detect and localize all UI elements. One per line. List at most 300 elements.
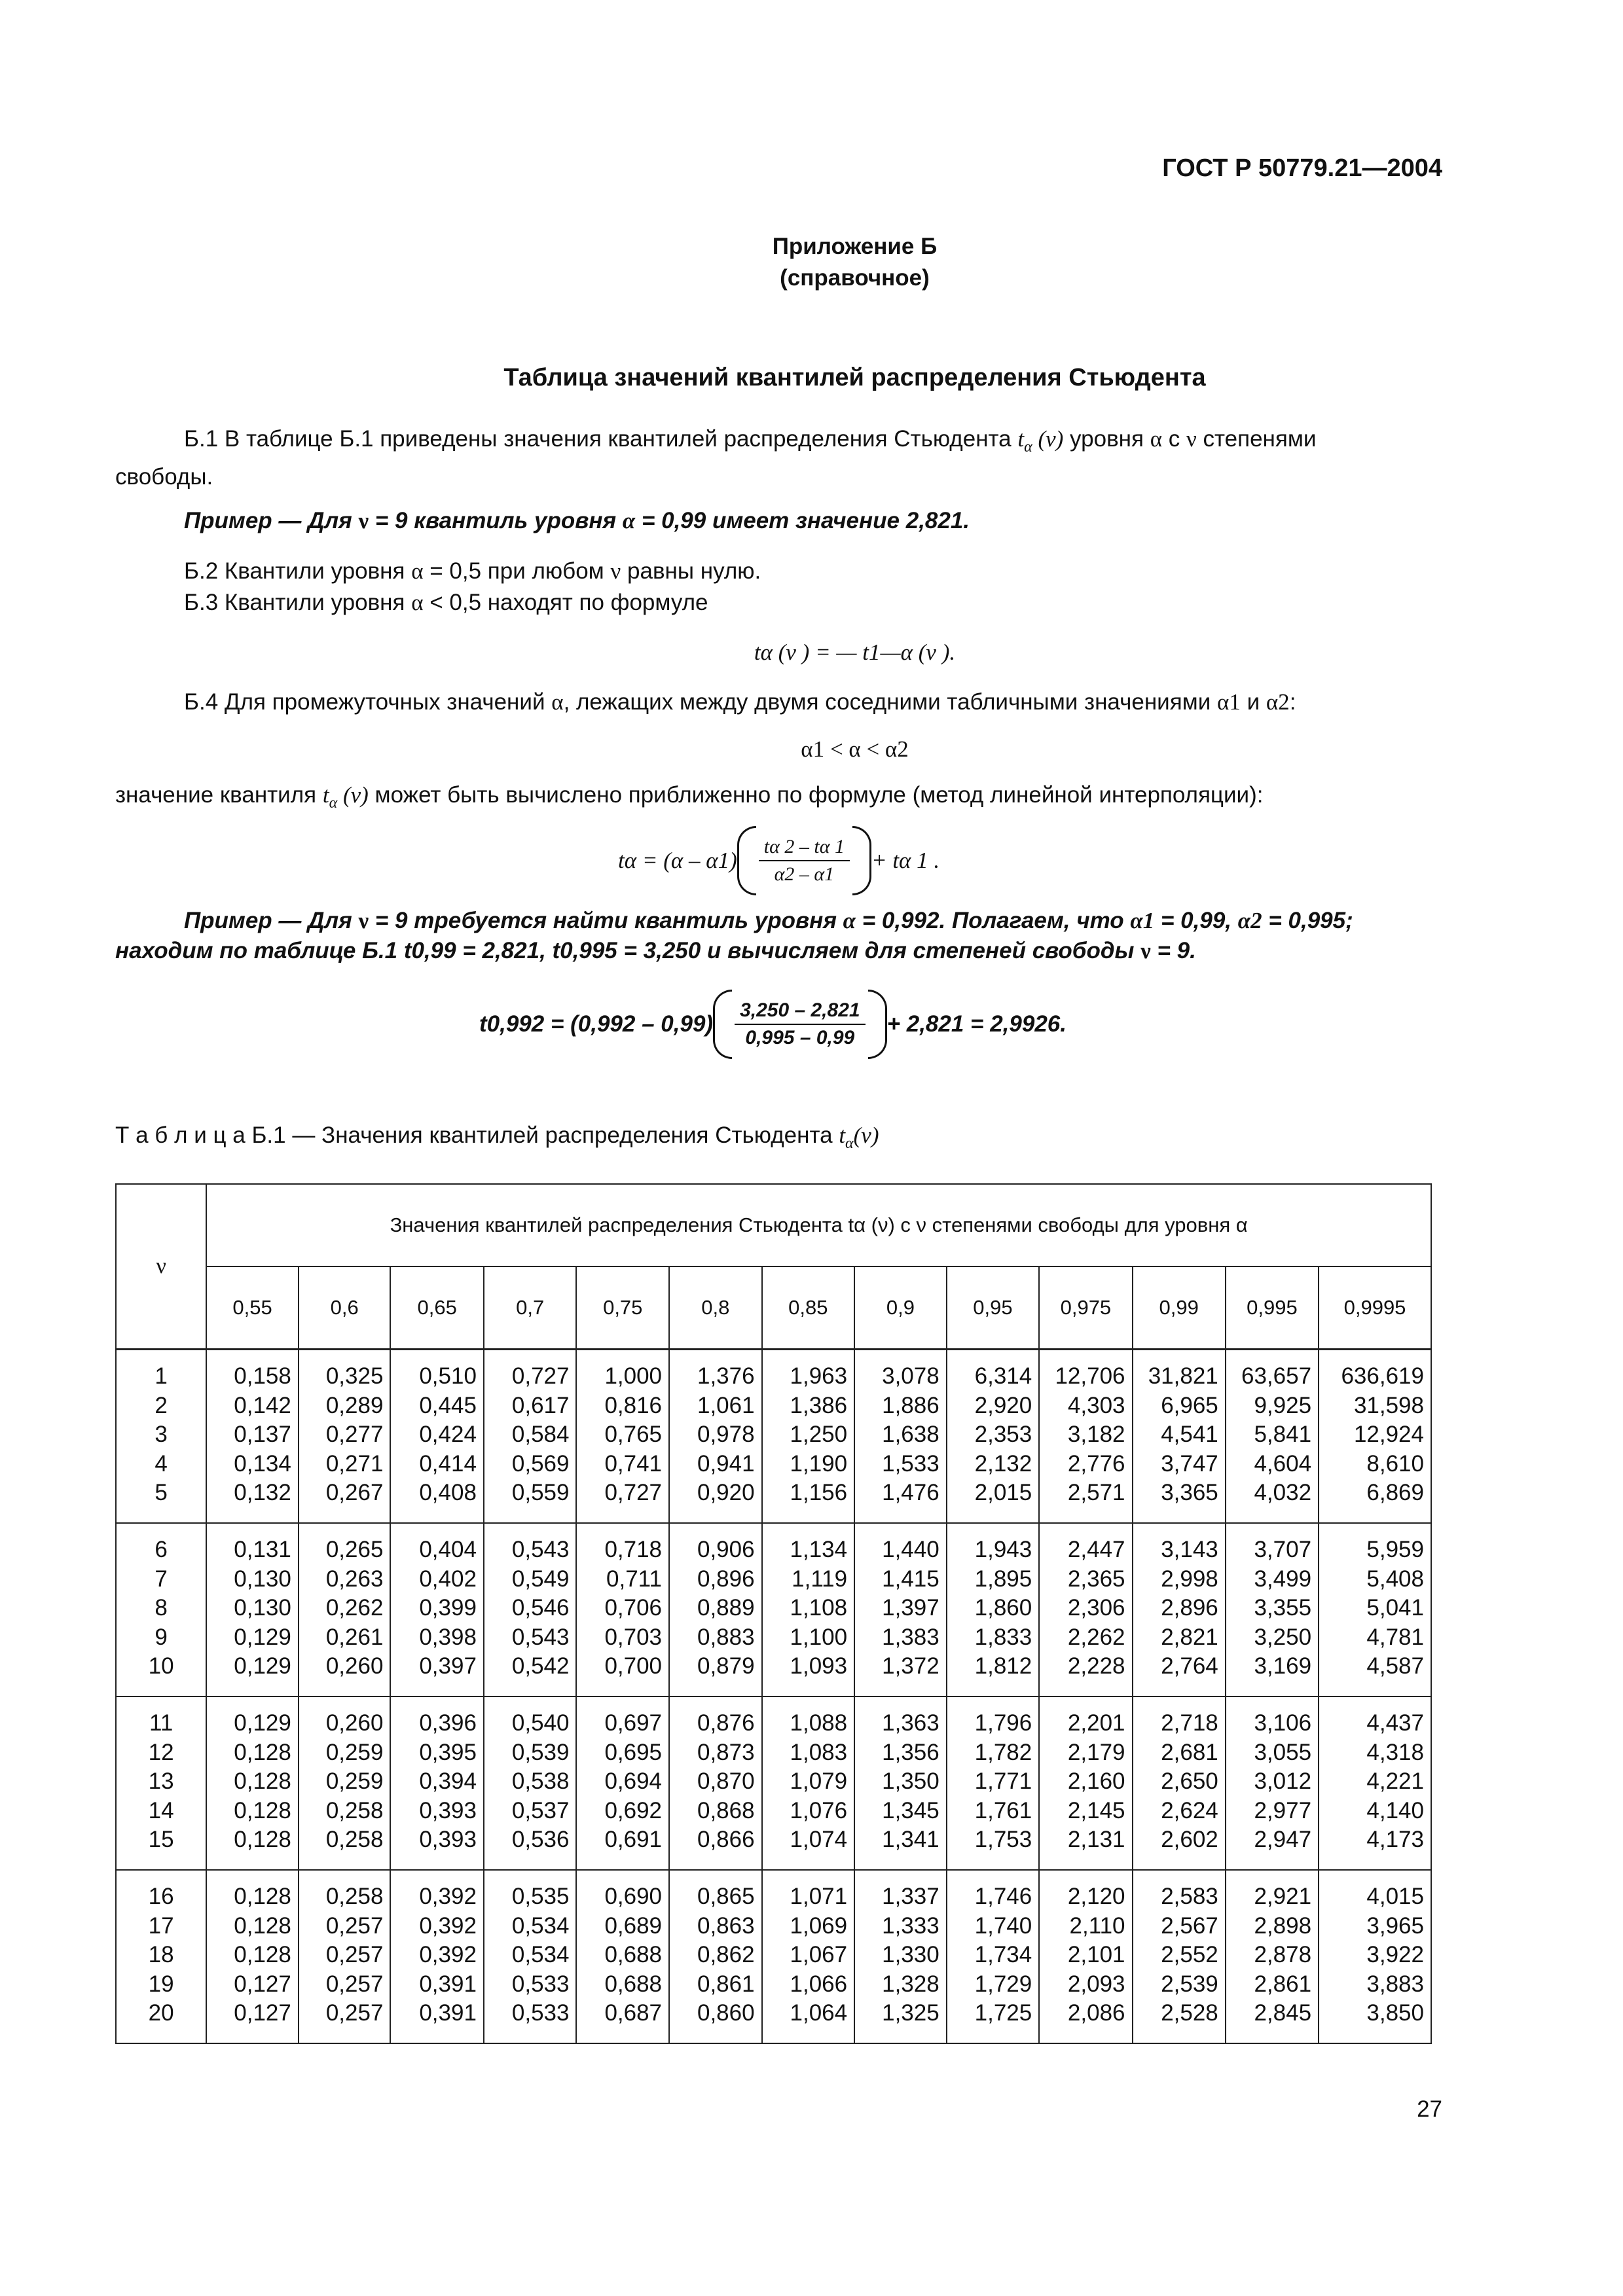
annex-subtitle: (справочное) [780,265,930,291]
quantile-cell [854,1870,947,2043]
quantile-value: 0,711 [606,1566,663,1592]
alpha-column-header: 0,99 [1133,1266,1226,1350]
quantile-value: 0,397 [419,1653,477,1679]
quantile-value: 0,533 [511,1971,570,1997]
quantile-value: 0,393 [419,1797,477,1823]
quantile-value: 2,583 [1161,1883,1218,1909]
quantile-value: 4,140 [1366,1797,1424,1823]
quantile-value: 0,765 [604,1422,663,1448]
quantile-value: 0,863 [697,1912,755,1939]
t-alpha-nu-symbol: $t_\alpha$ (ν) [1017,426,1064,456]
quantile-value: 1,083 [790,1739,848,1765]
nu-value: 18 [148,1942,174,1968]
quantile-cell [1039,1870,1132,2043]
quantile-value: 0,127 [234,1971,291,1997]
quantile-value: 0,130 [234,1566,291,1592]
quantile-value: 3,747 [1161,1450,1218,1477]
quantile-value: 1,333 [882,1912,939,1939]
quantile-value: 0,534 [511,1912,570,1939]
alpha1-symbol: α1 [1130,908,1155,933]
quantile-value: 0,257 [325,1912,384,1939]
nu-symbol: ν [1186,426,1197,452]
quantile-value: 0,394 [419,1768,477,1795]
quantile-value: 2,567 [1161,1912,1218,1939]
quantile-cell [762,1870,855,2043]
b4-text-a: Б.4 Для промежуточных значений [184,689,552,715]
example2-text-e: = 0,995; [1262,908,1353,933]
alpha1-symbol: α1 [1217,689,1241,715]
quantile-value: 2,228 [1067,1653,1125,1679]
quantile-cell [576,1696,669,1870]
nu-value: 9 [155,1624,168,1650]
quantile-value: 1,833 [974,1624,1032,1650]
b4-line2-text-a: значение квантиля [115,782,323,808]
alpha-column-header: 0,6 [299,1266,391,1350]
quantile-value: 2,571 [1067,1480,1125,1506]
quantile-value: 1,325 [882,2000,939,2026]
quantile-value: 3,012 [1254,1768,1312,1795]
quantile-value: 1,067 [790,1942,848,1968]
quantile-value: 1,782 [974,1739,1032,1765]
b1-line2: свободы. [115,464,213,490]
quantile-cell [1133,1523,1226,1696]
quantile-cell [1039,1523,1132,1696]
quantile-value: 3,883 [1366,1971,1424,1997]
quantile-value: 1,069 [790,1912,848,1939]
nu-cell [116,1696,206,1870]
quantile-value: 0,727 [511,1363,570,1389]
quantile-value: 0,129 [234,1653,291,1679]
quantile-cell [1226,1523,1319,1696]
quantile-value: 2,132 [974,1450,1032,1477]
quantile-value: 0,262 [325,1595,384,1621]
quantile-value: 0,131 [234,1536,291,1562]
quantile-value: 2,602 [1161,1827,1218,1853]
quantile-value: 63,657 [1241,1363,1312,1389]
alpha-column-header: 0,995 [1226,1266,1319,1350]
quantile-value: 1,761 [974,1797,1032,1823]
alpha-column-header: 0,55 [206,1266,299,1350]
quantile-cell [947,1523,1040,1696]
interp-denominator: α2 – α1 [774,863,835,885]
quantile-value: 0,688 [604,1942,663,1968]
quantile-cell [762,1696,855,1870]
nu-value: 3 [155,1422,168,1448]
nu-value: 4 [155,1450,168,1477]
example2-line2-text-a: находим по таблице Б.1 [115,938,404,963]
example2-text-b: = 9 требуется найти квантиль уровня [369,908,843,933]
quantile-value: 0,130 [234,1595,291,1621]
alpha-column-header: 0,95 [947,1266,1040,1350]
nu-value: 6 [155,1536,168,1562]
quantile-value: 0,896 [697,1566,755,1592]
quantile-cell [947,1696,1040,1870]
nu-value: 5 [155,1480,168,1506]
quantile-value: 0,687 [604,2000,663,2026]
quantile-value: 1,000 [604,1363,663,1389]
quantile-value: 2,681 [1161,1739,1218,1765]
quantile-value: 0,889 [697,1595,755,1621]
example-lhs: t0,992 = (0,992 – 0,99) [479,1011,714,1037]
quantile-value: 0,392 [419,1883,477,1909]
quantile-value: 0,584 [511,1422,570,1448]
quantile-value: 1,079 [790,1768,848,1795]
quantile-value: 2,101 [1067,1942,1125,1968]
quantile-value: 0,617 [511,1392,570,1418]
nu-value: 20 [148,2000,174,2026]
example-denominator: 0,995 – 0,99 [745,1027,855,1049]
quantile-cell [1039,1696,1132,1870]
b4-text-d: : [1289,689,1296,715]
alpha-column-header: 0,85 [762,1266,855,1350]
quantile-value: 1,746 [974,1883,1032,1909]
quantile-value: 0,134 [234,1450,291,1477]
quantile-value: 1,363 [882,1710,939,1736]
quantile-value: 5,959 [1366,1536,1424,1562]
quantile-value: 1,108 [790,1595,848,1621]
b1-text-d: степенями [1196,426,1317,452]
quantile-value: 2,920 [974,1392,1032,1418]
quantile-value: 0,876 [697,1710,755,1736]
quantile-value: 1,533 [882,1450,939,1477]
quantile-value: 5,408 [1366,1566,1424,1592]
quantile-value: 0,128 [234,1827,291,1853]
quantile-value: 2,015 [974,1480,1032,1506]
quantile-value: 1,088 [790,1710,848,1736]
quantile-value: 12,924 [1353,1422,1424,1448]
b2-text-c: равны нулю. [621,558,761,584]
quantile-value: 1,725 [974,2000,1032,2026]
quantile-value: 0,706 [604,1595,663,1621]
quantile-value: 1,415 [882,1566,939,1592]
quantile-value: 0,424 [419,1422,477,1448]
quantile-value: 1,330 [882,1942,939,1968]
b4-text-b: , лежащих между двумя соседними табличными значениями [563,689,1217,715]
quantile-value: 0,692 [604,1797,663,1823]
quantile-value: 0,257 [325,2000,384,2026]
nu-cell [116,1523,206,1696]
quantile-cell [484,1696,577,1870]
quantile-value: 0,688 [604,1971,663,1997]
quantile-value: 0,534 [511,1942,570,1968]
quantile-cell [762,1523,855,1696]
quantile-value: 0,718 [604,1536,663,1562]
quantile-value: 2,201 [1067,1710,1125,1736]
quantile-value: 2,552 [1161,1942,1218,1968]
quantile-value: 0,862 [697,1942,755,1968]
quantile-value: 3,850 [1366,2000,1424,2026]
quantile-cell [1133,1350,1226,1523]
nu-value: 7 [155,1566,168,1592]
quantile-value: 1,753 [974,1827,1032,1853]
interp-fraction [759,835,850,886]
quantile-value: 2,353 [974,1422,1032,1448]
quantile-value: 4,221 [1366,1768,1424,1795]
quantile-value: 0,873 [697,1739,755,1765]
quantile-value: 0,259 [325,1768,384,1795]
nu-value: 10 [148,1653,174,1679]
quantile-value: 2,447 [1067,1536,1125,1562]
quantile-value: 0,689 [604,1912,663,1939]
quantile-value: 2,878 [1254,1942,1312,1968]
quantile-value: 0,392 [419,1942,477,1968]
quantile-value: 0,277 [325,1422,384,1448]
quantile-value: 0,265 [325,1536,384,1562]
alpha-symbol: α [551,689,564,715]
formula-b3: tα (ν ) = — t1—α (ν ). [754,639,956,665]
alpha-group-header [206,1184,1431,1266]
quantile-value: 1,771 [974,1768,1032,1795]
alpha-symbol: α [1150,426,1163,452]
quantile-value: 1,383 [882,1624,939,1650]
quantile-value: 0,691 [604,1827,663,1853]
quantile-value: 1,734 [974,1942,1032,1968]
document-number: ГОСТ Р 50779.21—2004 [1162,154,1442,182]
alpha-column-header: 0,975 [1039,1266,1132,1350]
annex-title: Приложение Б [772,234,938,259]
quantile-cell [669,1870,762,2043]
example2-text-c: = 0,992. Полагаем, что [856,908,1131,933]
quantile-value: 2,093 [1067,1971,1125,1997]
nu-header-text: ν [156,1254,166,1278]
quantile-value: 0,271 [325,1450,384,1477]
alpha2-symbol: α2 [1266,689,1290,715]
interp-numerator: tα 2 – tα 1 [759,835,850,861]
quantile-value: 1,093 [790,1653,848,1679]
table-row-group [116,1523,1431,1696]
alpha-group-header-text: Значения квантилей распределения Стьюдента tα (ν) с ν степенями свободы для уровня α [390,1213,1248,1236]
left-paren [737,826,756,895]
quantile-value: 3,365 [1161,1480,1218,1506]
quantile-value: 0,267 [325,1480,384,1506]
interp-tail: + tα 1 . [871,848,940,873]
example-tail: + 2,821 = 2,9926. [886,1011,1067,1037]
quantile-value: 0,879 [697,1653,755,1679]
quantile-value: 0,399 [419,1595,477,1621]
quantile-value: 0,142 [234,1392,291,1418]
quantile-value: 5,841 [1254,1422,1312,1448]
quantile-value: 6,314 [974,1363,1032,1389]
quantile-value: 0,700 [604,1653,663,1679]
quantile-value: 31,821 [1148,1363,1218,1389]
t-alpha-nu-symbol: $t_\alpha(\nu)$ [839,1122,879,1152]
quantile-value: 3,250 [1254,1624,1312,1650]
quantile-cell [484,1870,577,2043]
quantile-value: 1,071 [790,1883,848,1909]
quantile-value: 1,100 [790,1624,848,1650]
quantile-value: 1,397 [882,1595,939,1621]
quantile-value: 0,391 [419,1971,477,1997]
table-row-group [116,1350,1431,1523]
quantile-cell [206,1350,299,1523]
quantile-cell [669,1696,762,1870]
quantile-value: 3,707 [1254,1536,1312,1562]
quantile-value: 2,861 [1254,1971,1312,1997]
quantile-value: 0,158 [234,1363,291,1389]
quantile-value: 1,963 [790,1363,848,1389]
quantile-value: 0,289 [325,1392,384,1418]
quantile-cell [1319,1870,1431,2043]
quantile-value: 2,306 [1067,1595,1125,1621]
quantile-value: 31,598 [1353,1392,1424,1418]
nu-value: 8 [155,1595,168,1621]
example1-text-b: = 9 квантиль уровня [369,508,623,533]
quantile-cell [669,1523,762,1696]
b1-text-c: с [1162,426,1186,452]
quantile-cell [390,1350,484,1523]
quantile-value: 0,978 [697,1422,755,1448]
alpha-symbol: α [411,590,424,615]
nu-symbol: ν [1140,938,1151,963]
quantile-cell [390,1696,484,1870]
quantile-value: 0,137 [234,1422,291,1448]
quantile-value: 2,998 [1161,1566,1218,1592]
quantile-value: 1,345 [882,1797,939,1823]
quantile-value: 636,619 [1341,1363,1424,1389]
quantile-value: 1,350 [882,1768,939,1795]
quantile-value: 0,402 [419,1566,477,1592]
quantile-value: 1,328 [882,1971,939,1997]
quantile-value: 3,355 [1254,1595,1312,1621]
quantile-cell [390,1523,484,1696]
quantile-value: 1,895 [974,1566,1032,1592]
quantile-value: 2,776 [1067,1450,1125,1477]
quantile-cell [299,1523,391,1696]
quantile-value: 0,393 [419,1827,477,1853]
quantile-value: 0,261 [325,1624,384,1650]
quantile-value: 0,128 [234,1768,291,1795]
b1-text-b: уровня [1063,426,1150,452]
quantile-value: 0,860 [697,2000,755,2026]
quantile-value: 2,179 [1067,1739,1125,1765]
quantile-value: 1,386 [790,1392,848,1418]
quantile-value: 0,569 [511,1450,570,1477]
quantile-cell [484,1350,577,1523]
example2-text-a: Пример — Для [184,908,359,933]
example-2 [115,906,1432,966]
quantile-value: 2,110 [1069,1912,1125,1939]
quantile-value: 0,533 [511,2000,570,2026]
quantile-value: 3,055 [1254,1739,1312,1765]
quantile-value: 1,076 [790,1797,848,1823]
b2-text-b: = 0,5 при любом [423,558,611,584]
b3-text-b: < 0,5 находят по формуле [423,590,708,615]
alpha-column-header: 0,9995 [1319,1266,1431,1350]
quantile-value: 0,883 [697,1624,755,1650]
quantile-value: 1,064 [790,2000,848,2026]
quantile-value: 0,866 [697,1827,755,1853]
quantile-value: 0,391 [419,2000,477,2026]
quantile-value: 0,540 [511,1710,570,1736]
quantile-value: 0,906 [697,1536,755,1562]
quantile-value: 8,610 [1366,1450,1424,1477]
quantile-value: 1,119 [792,1566,848,1592]
example-1 [184,506,970,536]
quantile-value: 1,729 [974,1971,1032,1997]
nu-column-header [116,1184,206,1350]
section-title: Таблица значений квантилей распределения Стьюдента [503,364,1206,391]
quantile-cell [299,1870,391,2043]
quantile-value: 2,718 [1161,1710,1218,1736]
quantile-cell [1133,1696,1226,1870]
quantile-value: 0,445 [419,1392,477,1418]
t099-symbol: t0,99 [403,938,456,963]
quantile-value: 0,697 [604,1710,663,1736]
quantile-value: 0,870 [697,1768,755,1795]
quantile-value: 2,764 [1161,1653,1218,1679]
quantile-cell [1319,1523,1431,1696]
b2-text-a: Б.2 Квантили уровня [184,558,412,584]
nu-cell [116,1870,206,2043]
quantile-value: 4,437 [1366,1710,1424,1736]
quantile-value: 0,258 [325,1883,384,1909]
quantile-value: 0,398 [419,1624,477,1650]
quantile-value: 1,156 [790,1480,848,1506]
quantile-value: 3,143 [1161,1536,1218,1562]
quantile-cell [1133,1870,1226,2043]
quantile-value: 0,537 [511,1797,570,1823]
quantile-value: 1,440 [882,1536,939,1562]
alpha-column-header: 0,8 [669,1266,762,1350]
quantile-value: 0,546 [511,1595,570,1621]
quantile-value: 4,604 [1254,1450,1312,1477]
formula-b4-inequality: α1 < α < α2 [801,736,909,762]
quantile-value: 0,395 [419,1739,477,1765]
quantile-value: 12,706 [1055,1363,1125,1389]
b1-text-a: Б.1 В таблице Б.1 приведены значения квантилей распределения Стьюдента [184,426,1018,452]
example2-line2-text-d: = 9. [1150,938,1196,963]
quantile-value: 0,535 [511,1883,570,1909]
quantile-cell [1039,1350,1132,1523]
nu-value: 1 [155,1363,168,1389]
quantile-cell [762,1350,855,1523]
quantile-value: 0,865 [697,1883,755,1909]
quantile-value: 0,132 [234,1480,291,1506]
quantile-value: 1,796 [974,1710,1032,1736]
quantile-value: 0,260 [325,1653,384,1679]
quantile-value: 5,041 [1366,1595,1424,1621]
example2-text-d: = 0,99, [1154,908,1238,933]
quantile-value: 4,587 [1366,1653,1424,1679]
quantile-cell [1226,1870,1319,2043]
right-paren [868,990,887,1059]
quantile-cell [206,1870,299,2043]
quantile-value: 0,539 [511,1739,570,1765]
quantile-cell [1319,1350,1431,1523]
table-row-group [116,1696,1431,1870]
quantile-cell [854,1523,947,1696]
quantile-cell [1319,1696,1431,1870]
quantile-value: 2,365 [1067,1566,1125,1592]
quantile-value: 0,257 [325,1971,384,1997]
quantile-value: 0,404 [419,1536,477,1562]
example2-line2-text-c: = 3,250 и вычисляем для степеней свободы [617,938,1141,963]
quantile-cell [669,1350,762,1523]
quantile-value: 3,965 [1366,1912,1424,1939]
quantile-value: 2,821 [1161,1624,1218,1650]
quantile-value: 2,145 [1067,1797,1125,1823]
paragraph-b1 [115,424,1432,492]
quantile-cell [484,1523,577,1696]
quantile-value: 0,727 [604,1480,663,1506]
quantile-value: 0,128 [234,1739,291,1765]
quantile-value: 0,559 [511,1480,570,1506]
quantile-value: 4,032 [1254,1480,1312,1506]
quantile-value: 2,947 [1254,1827,1312,1853]
quantile-value: 0,542 [511,1653,570,1679]
quantile-value: 0,868 [697,1797,755,1823]
quantile-value: 2,539 [1161,1971,1218,1997]
